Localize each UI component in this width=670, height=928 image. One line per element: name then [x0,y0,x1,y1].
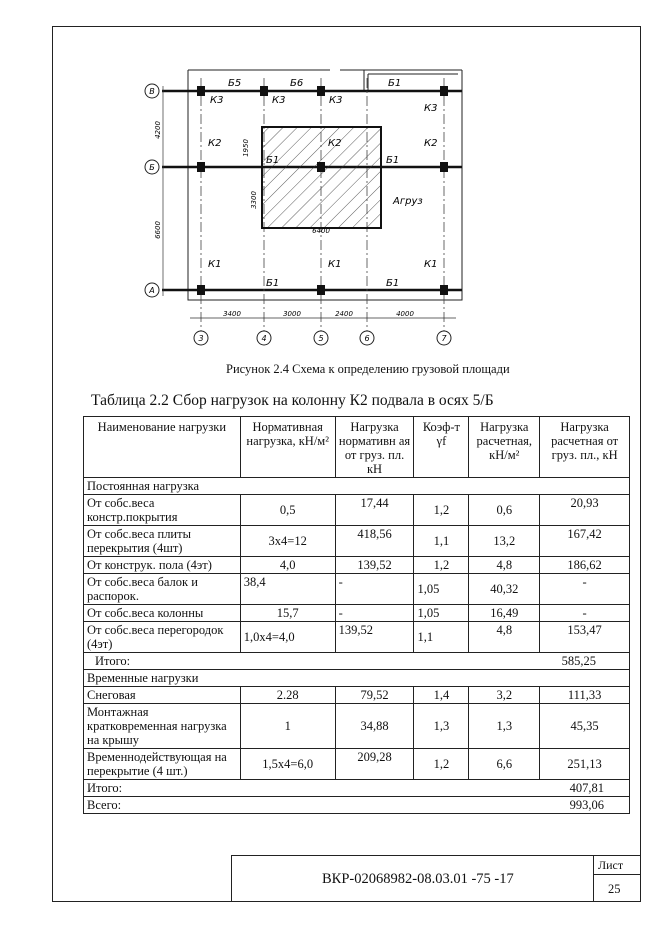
grand-total-row [84,797,630,814]
beam-label: Б1 [266,278,280,289]
axis-label: А [149,286,155,295]
column-label: К3 [272,95,286,106]
beam-label: Б1 [386,155,400,166]
column-marker [440,162,448,172]
dim-label: 4200 [154,121,162,139]
col-header: Нагрузка расчетная, кН/м² [469,417,540,478]
dim-label: 4000 [396,310,414,318]
col-header: Нормативная нагрузка, кН/м² [240,417,335,478]
col-header: Нагрузка расчетная от груз. пл., кН [540,417,630,478]
table-row: От собс.веса констр.покрытия 0,5 17,44 1,2 0,6 20,93 [84,495,630,526]
figure-caption: Рисунок 2.4 Схема к определению грузовой площади [226,362,510,376]
column-label: К1 [328,259,342,270]
table-title: Таблица 2.2 Сбор нагрузок на колонну К2 подвала в осях 5/Б [91,392,494,409]
dim-label: 1950 [242,139,250,157]
subtotal-label: Итого: [87,781,123,795]
grand-total-label: Всего: [87,798,122,812]
dim-label: 3000 [283,310,301,318]
axis-label: Б [149,163,155,172]
subtotal-row [84,780,630,797]
column-label: К3 [329,95,343,106]
load-area-scheme [0,0,670,360]
area-label: Агруз [393,196,423,207]
table-row: От собс.веса балок и распорок. 38,4 - 1,05 40,32 - [84,574,630,605]
dim-label: 3400 [223,310,241,318]
table-row: Временнодействующая на перекрытие (4 шт.) 1,5x4=6,0 209,28 1,2 6,6 251,13 [84,749,630,780]
axis-label: 4 [261,334,267,343]
dim-label: 2400 [335,310,353,318]
sheet-label: Лист [598,858,624,872]
column-marker [197,162,205,172]
section-title: Временные нагрузки [84,670,630,687]
grand-total-value: 993,06 [569,798,604,812]
column-label: К2 [328,138,342,149]
column-label: К1 [208,259,222,270]
table-header-row [84,417,630,478]
document-code: ВКР-02068982-08.03.01 -75 -17 [322,871,514,887]
table-row: От конструк. пола (4эт) 4,0 139,52 1,2 4,8 186,62 [84,557,630,574]
col-header: Наименование нагрузки [84,417,241,478]
dim-label: 6600 [154,221,162,239]
sheet-divider [593,874,641,875]
table-row: От собс.веса колонны 15,7 - 1,05 16,49 - [84,605,630,622]
column-marker [317,162,325,172]
column-label: К3 [424,103,438,114]
column-marker [440,86,448,96]
column-marker [440,285,448,295]
axis-label: В [149,87,155,96]
col-header: Нагрузка нормативн ая от груз. пл. кН [335,417,414,478]
column-label: К2 [424,138,438,149]
axis-label: 7 [441,334,447,343]
column-label: К1 [424,259,438,270]
sheet-number: 25 [608,882,621,896]
subtotal-value: 585,25 [561,654,596,668]
section-title: Постоянная нагрузка [84,478,630,495]
column-label: К2 [208,138,222,149]
dim-label: 6400 [312,227,330,235]
column-marker [260,86,268,96]
column-label: К3 [210,95,224,106]
beam-label: Б5 [228,78,242,89]
column-marker [197,86,205,96]
column-marker [197,285,205,295]
subtotal-label: Итого: [95,654,131,668]
beam-label: Б1 [266,155,280,166]
dim-label: 3300 [250,191,258,209]
column-marker [317,86,325,96]
column-marker [317,285,325,295]
table-row: От собс.веса перегородок (4эт) 1,0x4=4,0 139,52 1,1 4,8 153,47 [84,622,630,653]
subtotal-value: 407,81 [569,781,604,795]
beam-label: Б1 [386,278,400,289]
load-area-rect [262,127,381,228]
beam-label: Б6 [290,78,304,89]
axis-label: 5 [318,334,324,343]
col-header: Коэф-т γf [414,417,469,478]
axis-label: 6 [364,334,370,343]
axis-label: 3 [198,334,204,343]
table-row: От собс.веса плиты перекрытия (4шт) 3x4=12 418,56 1,1 13,2 167,42 [84,526,630,557]
table-row: Монтажная кратковременная нагрузка на крышу 1 34,88 1,3 1,3 45,35 [84,704,630,749]
subtotal-row [84,653,630,670]
loads-table [83,416,630,814]
beam-label: Б1 [388,78,402,89]
table-row: Снеговая 2.28 79,52 1,4 3,2 111,33 [84,687,630,704]
